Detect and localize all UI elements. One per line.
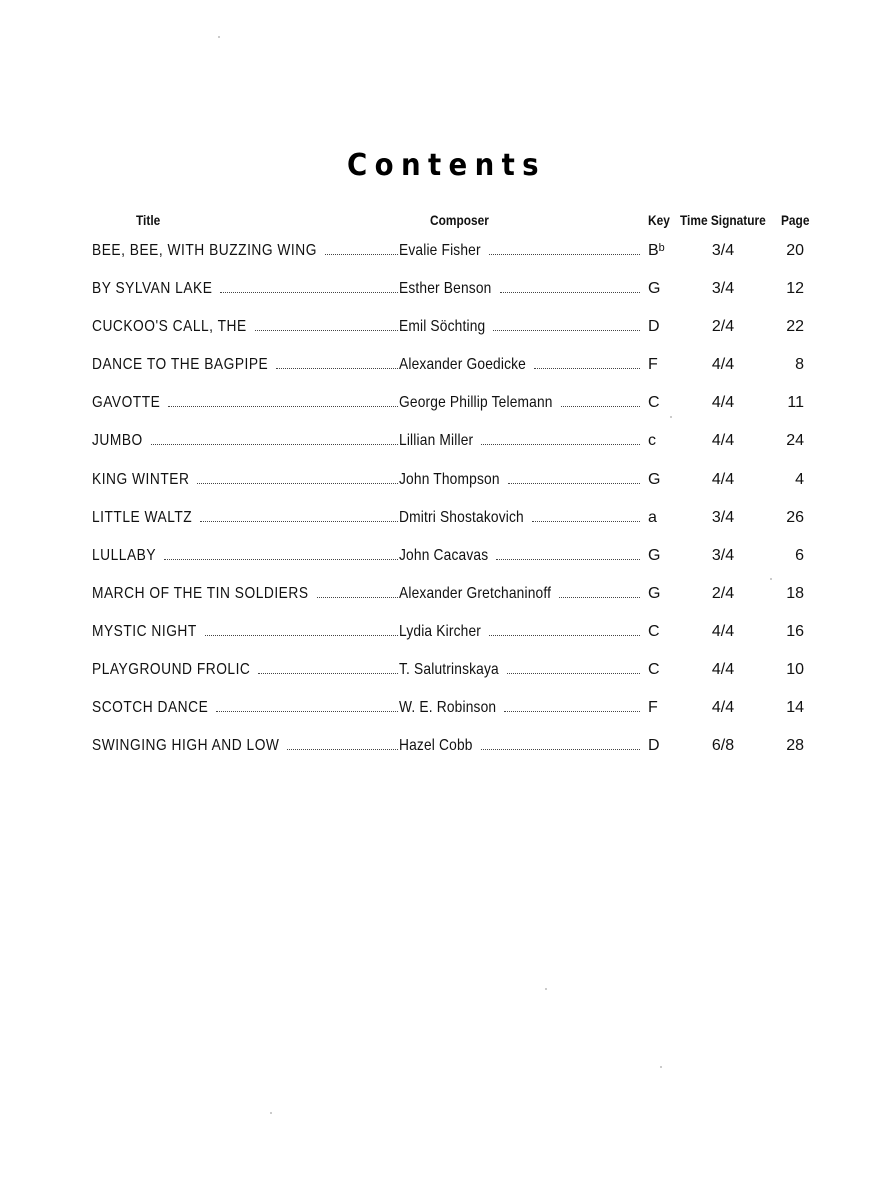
entry-time-signature: 3/4 [711, 508, 735, 526]
entry-title: SCOTCH DANCE [92, 699, 209, 717]
scan-speck [660, 1066, 662, 1068]
entry-title-cell [92, 356, 399, 374]
entry-page-number: 24 [786, 432, 804, 450]
contents-row [0, 655, 871, 693]
entry-page-number: 22 [786, 318, 804, 336]
entry-title-cell [92, 737, 399, 755]
entry-title: KING WINTER [92, 470, 190, 488]
column-header-key: Key [648, 212, 670, 228]
entry-time-signature: 4/4 [711, 470, 735, 488]
entry-composer-cell [399, 471, 641, 489]
dot-leader [489, 635, 640, 636]
entry-composer: Hazel Cobb [399, 737, 473, 755]
entry-title: SWINGING HIGH AND LOW [92, 737, 280, 755]
entry-title: DANCE TO THE BAGPIPE [92, 356, 269, 374]
entry-time-signature: 4/4 [711, 394, 735, 412]
entry-time-signature: 3/4 [711, 280, 735, 298]
entry-title: BEE, BEE, WITH BUZZING WING [92, 242, 317, 259]
dot-leader [168, 406, 398, 407]
dot-leader [151, 444, 398, 445]
entry-key: G [648, 584, 661, 602]
entry-composer: John Cacavas [399, 546, 489, 564]
entry-composer: T. Salutrinskaya [399, 661, 499, 679]
entry-title-cell [92, 280, 399, 298]
entry-title-cell [92, 471, 399, 489]
dot-leader [317, 597, 398, 598]
entry-time-signature: 4/4 [711, 622, 735, 640]
entry-title: PLAYGROUND FROLIC [92, 661, 251, 679]
scan-speck [770, 578, 772, 580]
entry-key: G [648, 470, 661, 488]
entry-title: CUCKOO'S CALL, THE [92, 318, 247, 336]
entry-title: MYSTIC NIGHT [92, 622, 197, 640]
entry-composer: Emil Söchting [399, 318, 486, 336]
entry-composer: W. E. Robinson [399, 699, 497, 717]
entry-page-number: 16 [786, 622, 804, 640]
entry-time-signature: 2/4 [711, 318, 735, 336]
contents-row [0, 274, 871, 312]
dot-leader [481, 749, 640, 750]
entry-composer: George Phillip Telemann [399, 394, 553, 412]
entry-time-signature: 3/4 [711, 242, 735, 259]
entry-composer: Lydia Kircher [399, 622, 482, 640]
entry-key: G [648, 546, 661, 564]
entry-page-number: 11 [787, 394, 804, 412]
contents-row [0, 426, 871, 464]
dot-leader [287, 749, 398, 750]
entry-composer-cell [399, 737, 641, 755]
entry-key: c [648, 432, 656, 450]
dot-leader [481, 444, 640, 445]
dot-leader [216, 711, 398, 712]
dot-leader [559, 597, 640, 598]
dot-leader [220, 292, 398, 293]
entry-page-number: 14 [786, 699, 804, 717]
column-header-time-signature: Time Signature [680, 212, 766, 228]
contents-row [0, 236, 871, 274]
entry-page-number: 28 [786, 737, 804, 755]
entry-page-number: 12 [786, 280, 804, 298]
entry-composer-cell [399, 699, 641, 717]
entry-composer: Alexander Goedicke [399, 356, 527, 374]
dot-leader [205, 635, 398, 636]
dot-leader [493, 330, 640, 331]
entry-time-signature: 4/4 [711, 661, 735, 679]
entry-composer-cell [399, 585, 641, 603]
scan-speck [545, 988, 547, 990]
dot-leader [258, 673, 398, 674]
entry-composer-cell [399, 623, 641, 641]
entry-title-cell [92, 432, 399, 450]
dot-leader [276, 368, 398, 369]
column-header-composer: Composer [430, 212, 489, 228]
dot-leader [504, 711, 640, 712]
entry-key: F [648, 699, 658, 717]
entry-composer-cell [399, 432, 641, 450]
entry-key: D [648, 737, 660, 755]
entry-title-cell [92, 699, 399, 717]
entry-key: C [648, 661, 660, 679]
column-header-title: Title [136, 212, 161, 228]
entry-composer-cell [399, 394, 641, 412]
entry-title: GAVOTTE [92, 394, 161, 412]
entry-composer-cell [399, 509, 641, 527]
entry-title-cell [92, 585, 399, 603]
entry-page-number: 26 [786, 508, 804, 526]
page-title: Contents [347, 148, 546, 183]
entry-composer: Evalie Fisher [399, 242, 481, 259]
entry-title: LULLABY [92, 546, 157, 564]
contents-row [0, 731, 871, 769]
entry-page-number: 18 [786, 584, 804, 602]
column-header-page: Page [781, 212, 810, 228]
entry-key: G [648, 280, 661, 298]
entry-composer: Alexander Gretchaninoff [399, 584, 552, 602]
contents-row [0, 465, 871, 503]
entry-key: F [648, 356, 658, 374]
entry-title-cell [92, 547, 399, 565]
scan-speck [670, 416, 672, 418]
entry-page-number: 20 [786, 242, 804, 259]
dot-leader [507, 673, 640, 674]
dot-leader [532, 521, 640, 522]
entry-title: LITTLE WALTZ [92, 508, 193, 526]
entry-title-cell [92, 318, 399, 336]
scan-speck [270, 1112, 272, 1114]
entry-key: C [648, 394, 660, 412]
contents-row [0, 312, 871, 350]
entry-title-cell [92, 509, 399, 527]
dot-leader [561, 406, 640, 407]
entry-composer-cell [399, 280, 641, 298]
entry-key: C [648, 622, 660, 640]
contents-row [0, 579, 871, 617]
entry-title-cell [92, 661, 399, 679]
entry-composer: John Thompson [399, 470, 500, 488]
entry-title-cell [92, 242, 399, 260]
dot-leader [489, 254, 640, 255]
entry-title: MARCH OF THE TIN SOLDIERS [92, 584, 309, 602]
dot-leader [325, 254, 398, 255]
entry-title: BY SYLVAN LAKE [92, 280, 213, 298]
contents-row [0, 541, 871, 579]
entry-composer: Dmitri Shostakovich [399, 508, 524, 526]
entry-key: D [648, 318, 660, 336]
entry-composer-cell [399, 547, 641, 565]
dot-leader [255, 330, 398, 331]
entry-time-signature: 3/4 [711, 546, 735, 564]
scan-speck [218, 36, 220, 38]
dot-leader [197, 483, 398, 484]
entry-composer-cell [399, 242, 641, 260]
contents-row [0, 388, 871, 426]
dot-leader [496, 559, 640, 560]
entry-page-number: 6 [795, 546, 804, 564]
entry-page-number: 8 [795, 356, 804, 374]
entry-key: a [648, 508, 657, 526]
contents-row [0, 617, 871, 655]
entry-composer: Esther Benson [399, 280, 492, 298]
entry-title-cell [92, 623, 399, 641]
dot-leader [508, 483, 640, 484]
contents-row [0, 503, 871, 541]
contents-row [0, 693, 871, 731]
entry-title-cell [92, 394, 399, 412]
contents-row [0, 350, 871, 388]
entry-key: Bᵇ [648, 242, 665, 259]
entry-page-number: 4 [795, 470, 804, 488]
entry-title: JUMBO [92, 432, 143, 450]
contents-table [0, 236, 871, 769]
dot-leader [200, 521, 398, 522]
dot-leader [164, 559, 398, 560]
entry-time-signature: 4/4 [711, 432, 735, 450]
entry-time-signature: 2/4 [711, 584, 735, 602]
dot-leader [534, 368, 640, 369]
entry-composer-cell [399, 356, 641, 374]
entry-composer-cell [399, 661, 641, 679]
entry-time-signature: 6/8 [711, 737, 735, 755]
dot-leader [500, 292, 640, 293]
entry-page-number: 10 [786, 661, 804, 679]
entry-time-signature: 4/4 [711, 699, 735, 717]
entry-composer-cell [399, 318, 641, 336]
entry-time-signature: 4/4 [711, 356, 735, 374]
entry-composer: Lillian Miller [399, 432, 474, 450]
